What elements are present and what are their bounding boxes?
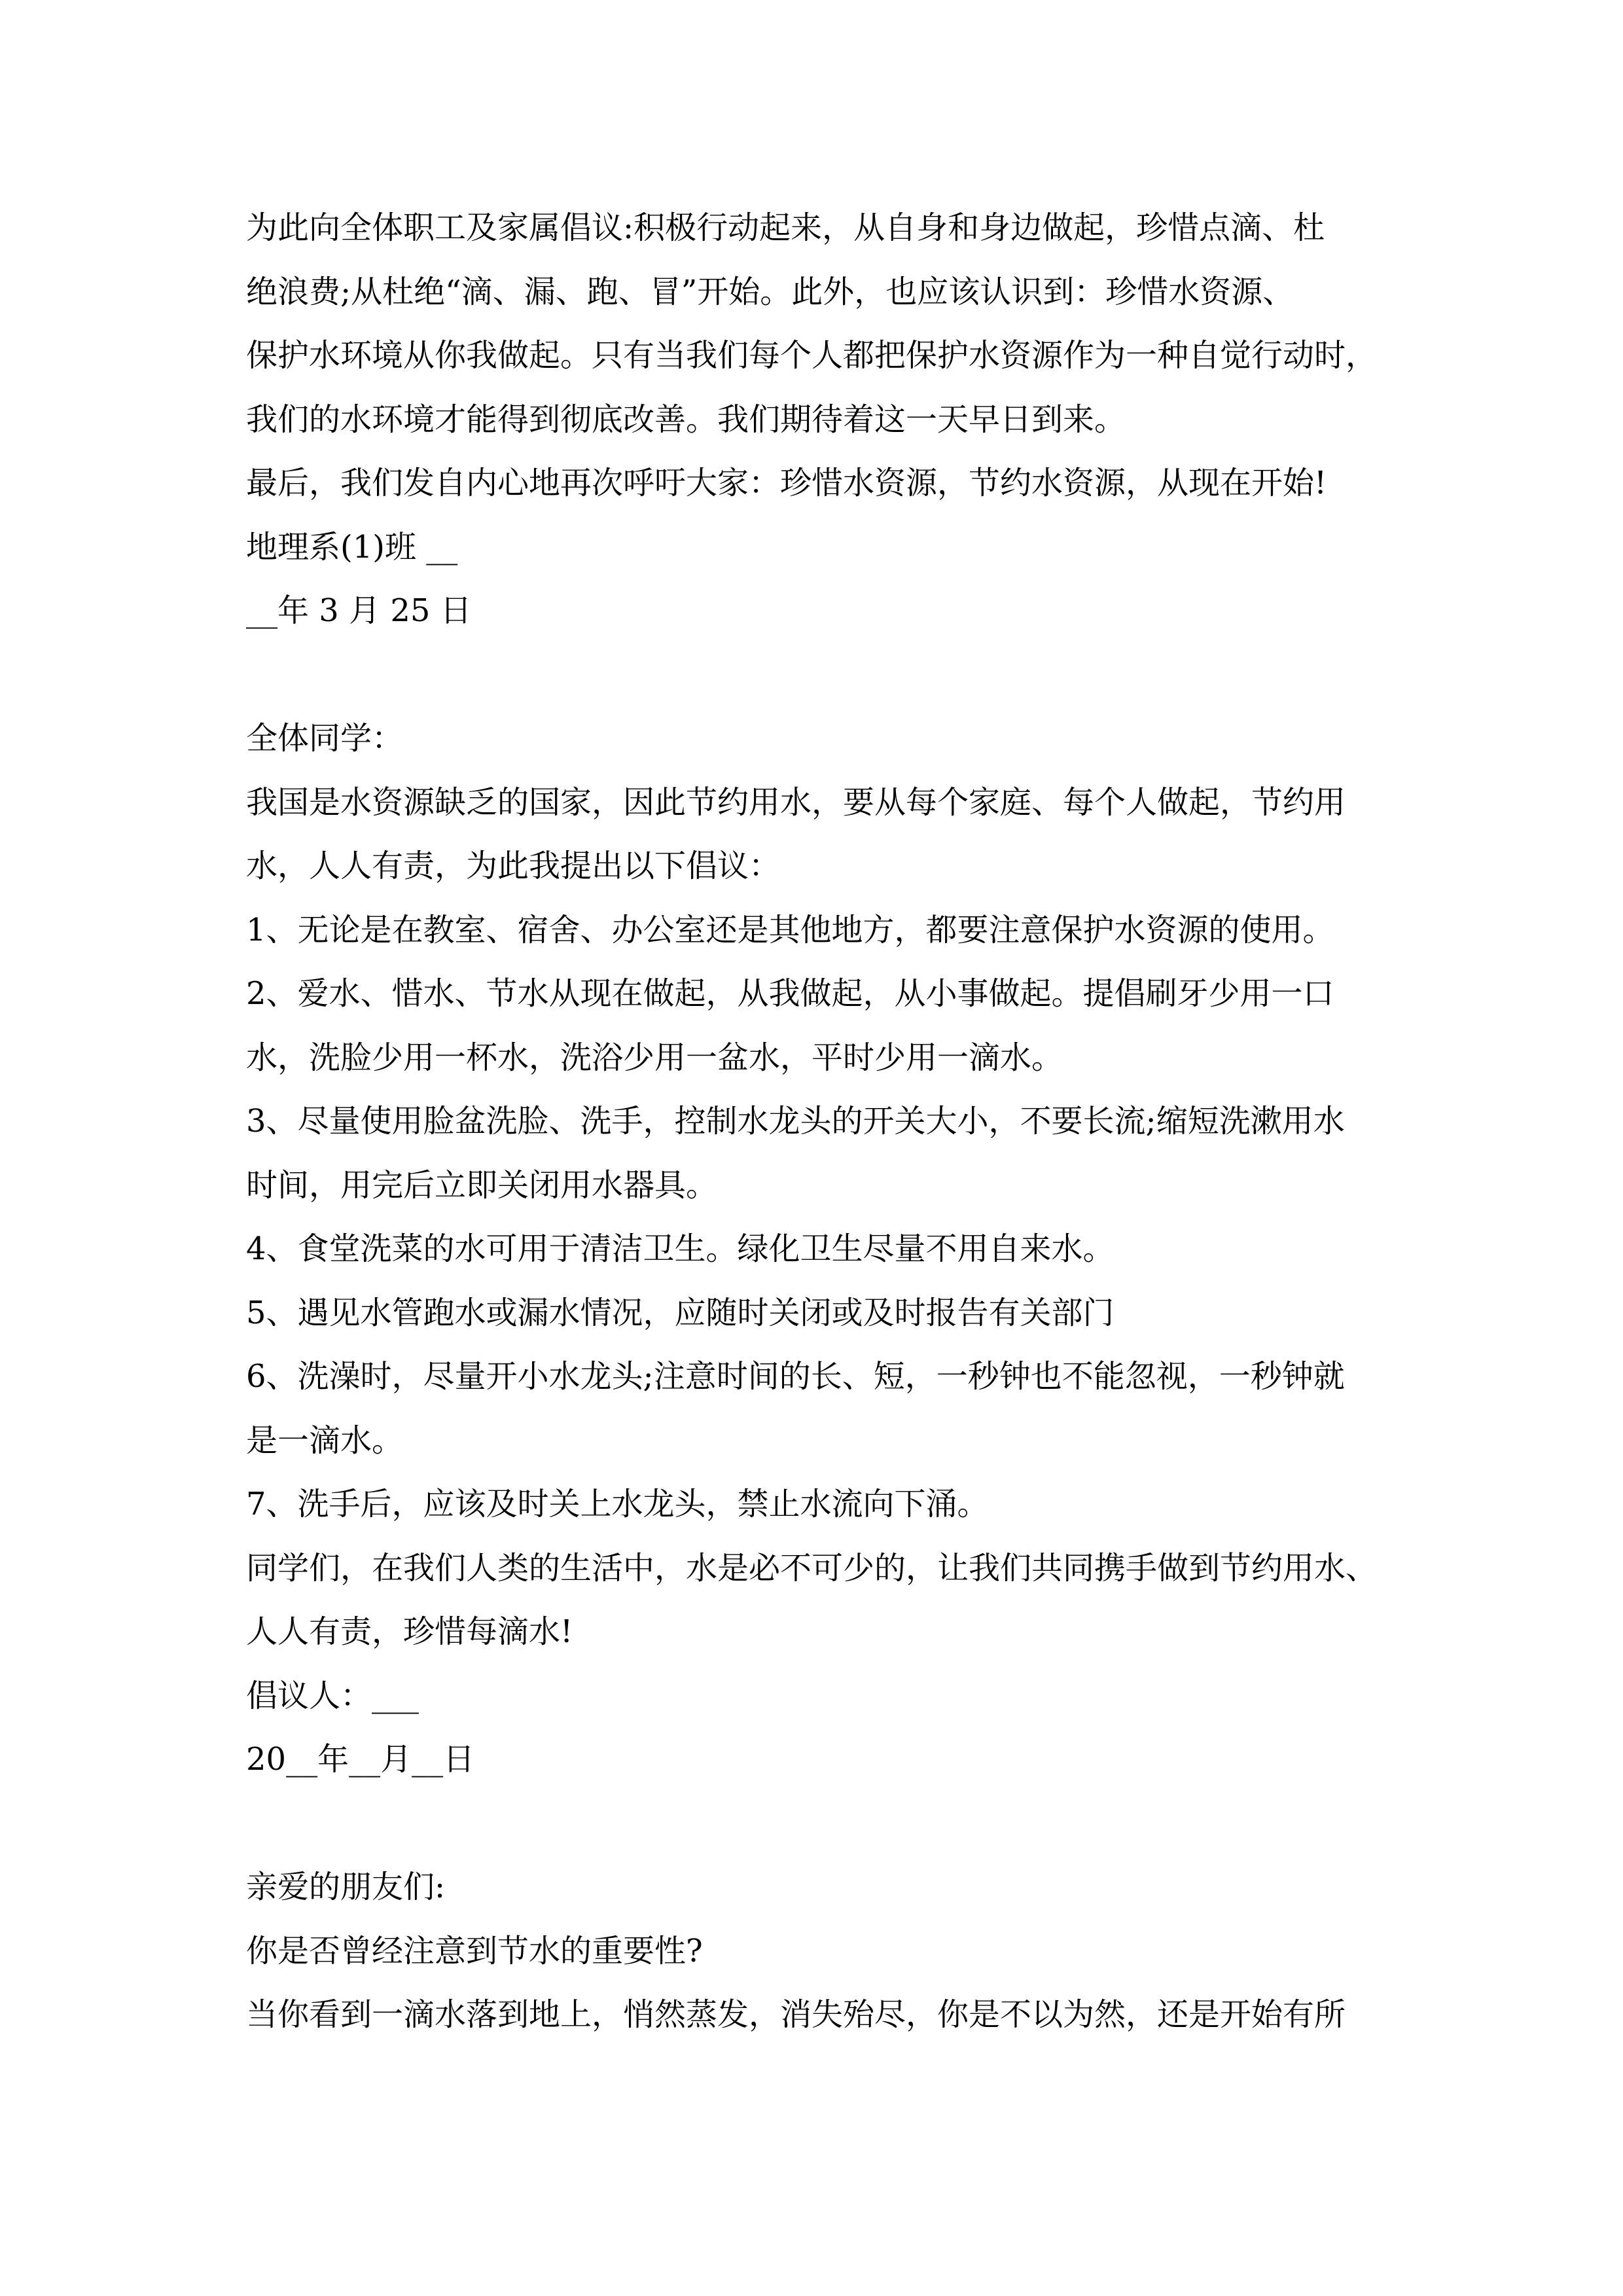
- document-body: [246, 196, 1424, 2047]
- paragraph-line: 我国是水资源缺乏的国家，因此节约用水，要从每个家庭、每个人做起，节约用: [246, 783, 1346, 821]
- section-spacer: [246, 1792, 1424, 1856]
- section-letter-friends: [246, 1856, 1424, 2047]
- paragraph-line: 同学们，在我们人类的生活中，水是必不可少的，让我们共同携手做到节约用水、: [246, 1549, 1378, 1587]
- paragraph-line: 你是否曾经注意到节水的重要性?: [246, 1932, 703, 1969]
- section-proposal-staff: [246, 196, 1424, 643]
- paragraph-line: 保护水环境从你我做起。只有当我们每个人都把保护水资源作为一种自觉行动时，: [246, 337, 1378, 374]
- list-item: 6、洗澡时，尽量开小水龙头;注意时间的长、短，一秒钟也不能忽视，一秒钟就: [246, 1358, 1345, 1395]
- signature-proposer: 倡议人：___: [246, 1677, 419, 1714]
- list-item-continued: 水，洗脸少用一杯水，洗浴少用一盆水，平时少用一滴水。: [246, 1039, 1063, 1076]
- list-item: 5、遇见水管跑水或漏水情况，应随时关闭或及时报告有关部门: [246, 1294, 1115, 1331]
- signature-date: __年 3 月 25 日: [246, 592, 472, 629]
- paragraph-line: 水，人人有责，为此我提出以下倡议：: [246, 848, 781, 884]
- list-item: 1、无论是在教室、宿舍、办公室还是其他地方，都要注意保护水资源的使用。: [246, 911, 1334, 948]
- paragraph-line: 人人有责，珍惜每滴水!: [246, 1613, 573, 1650]
- list-item-continued: 时间，用完后立即关闭用水器具。: [246, 1166, 718, 1204]
- paragraph-line: 我们的水环境才能得到彻底改善。我们期待着这一天早日到来。: [246, 401, 1126, 438]
- signature-class: 地理系(1)班 __: [246, 528, 458, 565]
- paragraph-line: 当你看到一滴水落到地上，悄然蒸发，消失殆尽，你是不以为然，还是开始有所: [246, 1996, 1346, 2033]
- salutation: 亲爱的朋友们:: [246, 1869, 446, 1905]
- paragraph-line: 绝浪费;从杜绝“滴、漏、跑、冒”开始。此外，也应该认识到：珍惜水资源、: [246, 273, 1294, 310]
- paragraph-line: 为此向全体职工及家属倡议:积极行动起来，从自身和身边做起，珍惜点滴、杜: [246, 209, 1325, 246]
- list-item: 7、洗手后，应该及时关上水龙头，禁止水流向下涌。: [246, 1486, 989, 1522]
- signature-date: 20__年__月__日: [246, 1741, 475, 1778]
- salutation: 全体同学：: [246, 720, 404, 757]
- list-item: 3、尽量使用脸盆洗脸、洗手，控制水龙头的开关大小，不要长流;缩短洗漱用水: [246, 1103, 1345, 1139]
- closing-appeal: 最后，我们发自内心地再次呼吁大家：珍惜水资源，节约水资源，从现在开始!: [246, 465, 1327, 501]
- section-proposal-students: [246, 707, 1424, 1792]
- list-item: 4、食堂洗菜的水可用于清洁卫生。绿化卫生尽量不用自来水。: [246, 1230, 1115, 1267]
- section-spacer: [246, 643, 1424, 708]
- list-item-continued: 是一滴水。: [246, 1422, 404, 1459]
- list-item: 2、爱水、惜水、节水从现在做起，从我做起，从小事做起。提倡刷牙少用一口: [246, 975, 1334, 1012]
